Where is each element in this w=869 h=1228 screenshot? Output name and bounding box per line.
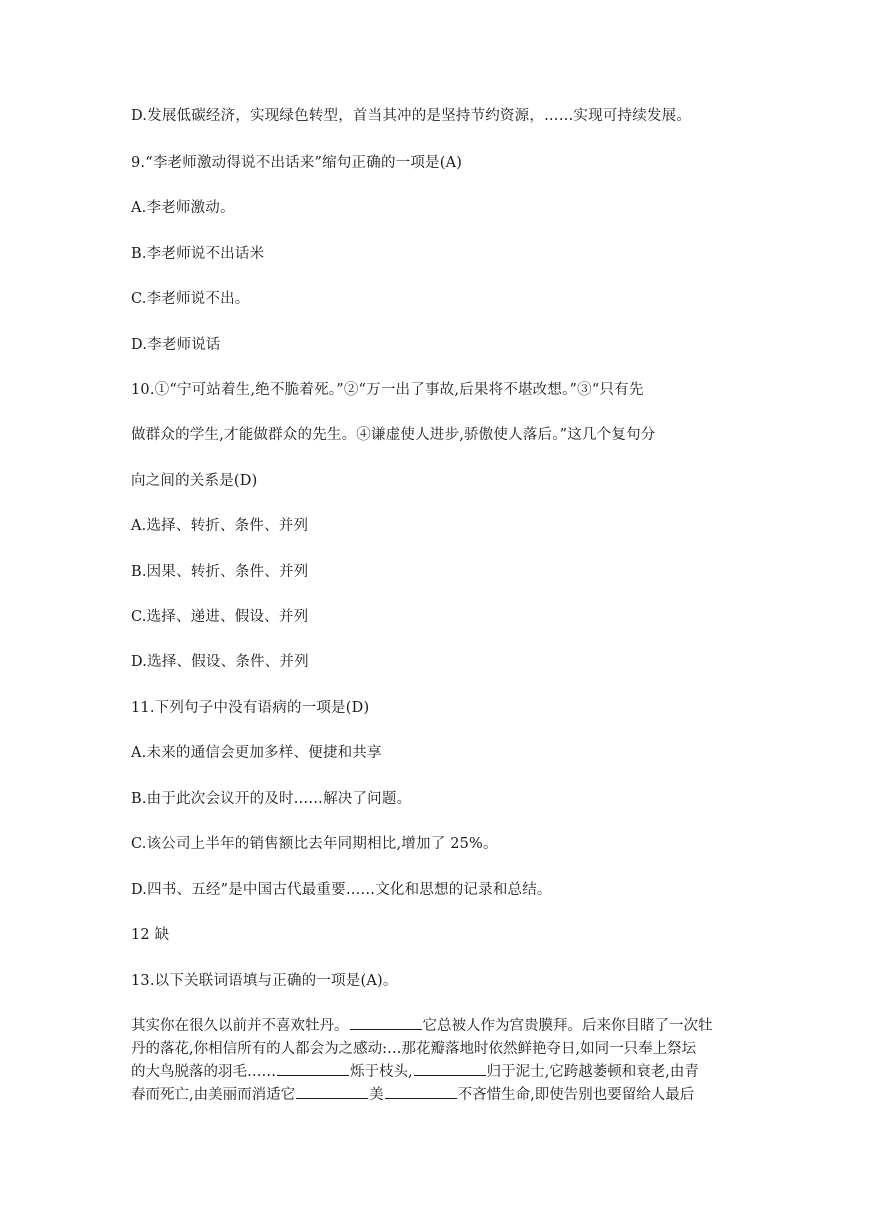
fill-blank <box>414 1061 486 1076</box>
passage-text: 春而死亡,由美丽而消适它 <box>131 1087 296 1103</box>
fill-blank <box>350 1015 422 1030</box>
q10-option-b: B.因果、转折、条件、并列 <box>131 564 309 580</box>
passage-text: 的大鸟脱落的羽毛…… <box>131 1064 276 1080</box>
passage-text: 其实你在很久以前并不喜欢牡丹。 <box>131 1018 349 1034</box>
passage-line-4 <box>131 1084 741 1107</box>
q13-question: 13.以下关联词语填与正确的一项是(A)。 <box>131 973 398 989</box>
q11-option-b: B.由于此次会议开的及时……解决了问题。 <box>131 791 412 807</box>
passage-line-1 <box>131 1015 741 1038</box>
q10-option-d: D.选择、假设、条件、并列 <box>131 654 309 670</box>
q13-passage <box>131 1015 741 1107</box>
passage-line-3 <box>131 1061 741 1084</box>
q8-option-d: D.发展低碳经济，实现绿色转型，首当其冲的是坚持节约资源，……实现可持续发展。 <box>131 108 692 124</box>
q9-option-d: D.李老师说话 <box>131 337 221 353</box>
fill-blank <box>385 1084 457 1099</box>
passage-text: 它总被人作为宫贵膜拜。后来你目睹了一次牡 <box>422 1018 713 1034</box>
fill-blank <box>277 1061 349 1076</box>
q10-question-line-3: 向之间的关系是(D) <box>131 473 258 489</box>
passage-text: 不吝惜生命,即使告别也要留给人最后 <box>457 1087 695 1103</box>
passage-line-2: 丹的落花,你相信所有的人都会为之感动:…那花瓣落地时依然鲜艳夺日,如同一只奉上祭坛 <box>131 1041 697 1057</box>
fill-blank <box>296 1084 368 1099</box>
q12-missing: 12 缺 <box>131 927 170 943</box>
passage-text: 烁于枝头, <box>350 1064 413 1080</box>
q11-question: 11.下列句子中没有语病的一项是(D) <box>131 700 370 716</box>
q9-option-b: B.李老师说不出话米 <box>131 246 265 262</box>
q9-option-a: A.李老师激动。 <box>131 200 235 216</box>
q10-question-line-1: 10.①“宁可站着生,绝不脆着死。”②“万一出了事故,后果将不堪改想。”③“只有先 <box>131 382 644 398</box>
q9-question: 9.“李老师激动得说不出话来”缩句正确的一项是(A) <box>131 155 463 171</box>
q11-option-a: A.未来的通信会更加多样、便捷和共享 <box>131 745 382 761</box>
q10-option-a: A.选择、转折、条件、并列 <box>131 518 309 534</box>
passage-text: 美 <box>369 1087 384 1103</box>
q10-question-line-2: 做群众的学生,才能做群众的先生。④谦虚使人进步,骄傲使人落后。”这几个复句分 <box>131 427 656 443</box>
q10-option-c: C.选择、递进、假设、并列 <box>131 609 309 625</box>
q11-option-c: C.该公司上半年的销售额比去年同期相比,增加了 25%。 <box>131 836 498 852</box>
passage-text: 归于泥士,它跨越萎顿和衰老,由青 <box>486 1064 699 1080</box>
q11-option-d: D.四书、五经”是中国古代最重要……文化和思想的记录和总结。 <box>131 882 552 898</box>
q9-option-c: C.李老师说不出。 <box>131 291 250 307</box>
